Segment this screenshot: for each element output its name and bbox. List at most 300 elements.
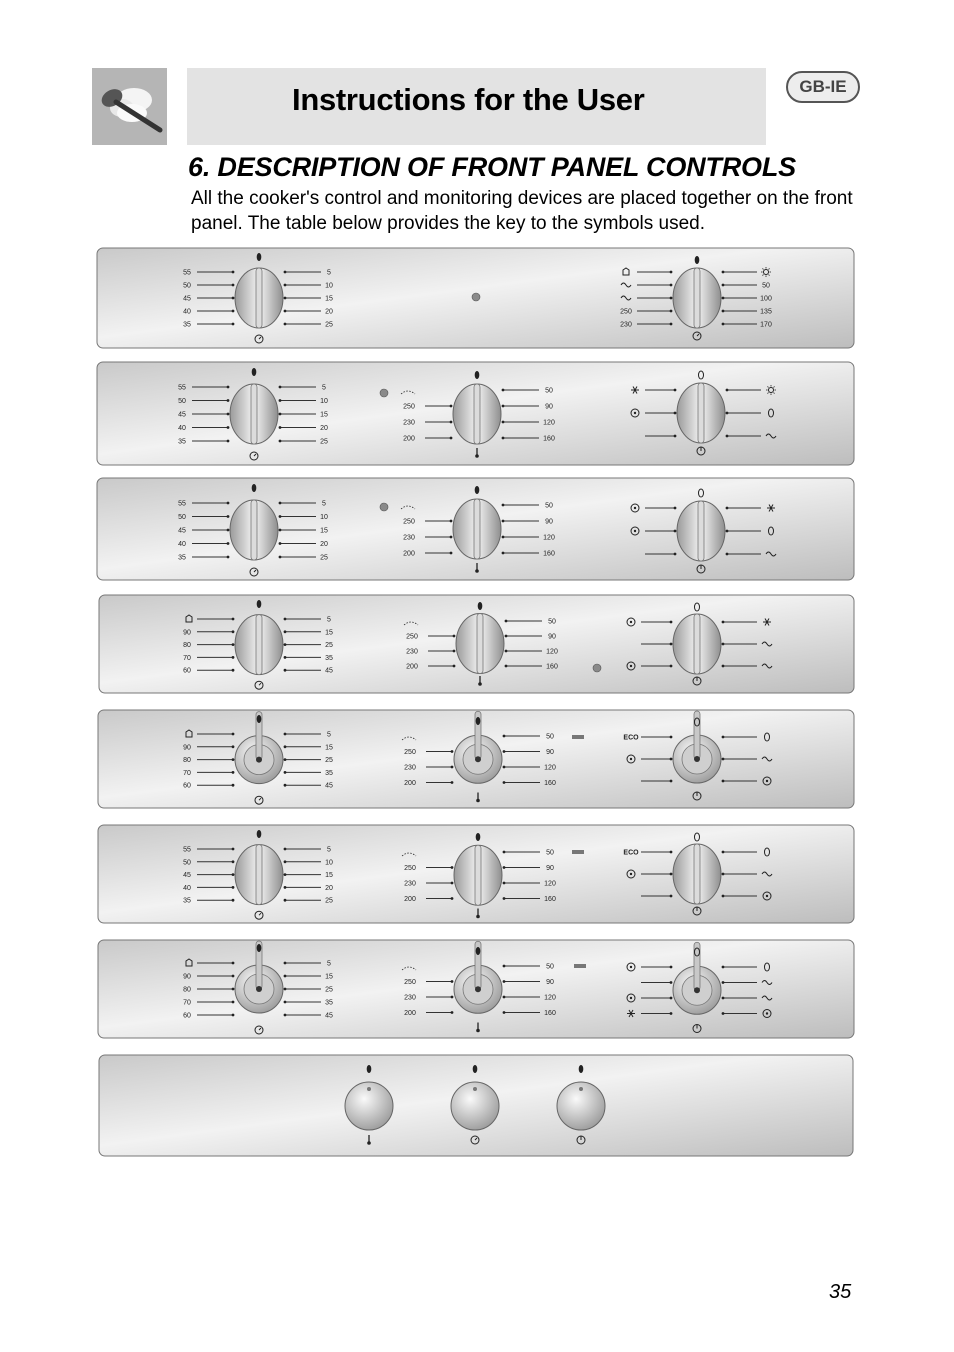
round-control-knob: [451, 1082, 499, 1130]
control-knob: [235, 845, 283, 905]
scale-label: 20: [325, 884, 333, 892]
scale-dot: [284, 873, 287, 876]
scale-label: 50: [178, 398, 186, 405]
flame-icon: [252, 484, 257, 492]
scale-label: 200: [404, 1010, 416, 1017]
scale-dot: [227, 413, 230, 416]
scale-label: 45: [325, 667, 333, 675]
scale-dot: [284, 1001, 287, 1004]
scale-dot: [722, 665, 725, 668]
scale-label: 55: [178, 384, 186, 392]
scale-dot: [503, 866, 506, 869]
scale-label: 25: [320, 438, 328, 446]
scale-label: 60: [183, 1012, 191, 1020]
scale-label: 5: [322, 500, 326, 508]
scale-label: 10: [325, 282, 333, 290]
scale-dot: [450, 437, 453, 440]
scale-dot: [232, 758, 235, 761]
scale-dot: [227, 502, 230, 505]
scale-label: 50: [546, 849, 554, 857]
scale-dot: [227, 542, 230, 545]
scale-label: 90: [546, 979, 554, 986]
scale-dot: [284, 899, 287, 902]
scale-dot: [284, 733, 287, 736]
scale-label: 50: [545, 502, 553, 510]
scale-label: 50: [545, 387, 553, 395]
scale-dot: [232, 1001, 235, 1004]
scale-label: 90: [183, 629, 191, 637]
scale-label: 40: [178, 425, 186, 432]
scale-label: 250: [403, 403, 415, 411]
scale-dot: [726, 530, 729, 533]
scale-label: 15: [320, 527, 328, 535]
panel-8: [99, 1055, 853, 1156]
scale-dot: [451, 1011, 454, 1014]
scale-dot: [279, 502, 282, 505]
scale-dot: [451, 781, 454, 784]
scale-dot: [722, 997, 725, 1000]
scale-dot: [722, 271, 725, 274]
scale-dot: [232, 323, 235, 326]
flame-icon: [257, 715, 262, 723]
scale-dot: [232, 656, 235, 659]
scale-label: 250: [406, 633, 418, 641]
scale-dot: [284, 975, 287, 978]
control-knob: [453, 499, 501, 559]
flame-icon: [478, 602, 483, 610]
scale-label: 20: [320, 425, 328, 432]
scale-dot: [726, 553, 729, 556]
scale-dot: [227, 556, 230, 559]
scale-dot: [284, 771, 287, 774]
scale-label: 200: [404, 780, 416, 787]
scale-label: 90: [183, 744, 191, 752]
scale-label: 120: [544, 880, 556, 888]
scale-dot: [284, 745, 287, 748]
scale-label: 35: [325, 999, 333, 1007]
scale-dot: [232, 1014, 235, 1017]
scale-dot: [284, 962, 287, 965]
scale-label: 230: [403, 419, 415, 427]
round-control-knob: [557, 1082, 605, 1130]
control-knob: [454, 845, 502, 905]
scale-dot: [502, 405, 505, 408]
scale-label: 135: [760, 308, 772, 316]
scale-dot: [503, 1011, 506, 1014]
scale-label: 200: [403, 435, 415, 443]
scale-dot: [450, 421, 453, 424]
scale-label: 35: [178, 554, 186, 562]
flame-icon: [695, 256, 700, 264]
control-knob: [673, 844, 721, 904]
scale-dot: [232, 975, 235, 978]
scale-label: 250: [404, 979, 416, 986]
scale-dot: [722, 780, 725, 783]
scale-dot: [232, 848, 235, 851]
scale-dot: [670, 851, 673, 854]
scale-dot: [279, 413, 282, 416]
flame-icon: [475, 486, 480, 494]
scale-dot: [232, 784, 235, 787]
scale-dot: [451, 897, 454, 900]
scale-label: 230: [404, 880, 416, 888]
scale-dot: [284, 323, 287, 326]
scale-dot: [674, 435, 677, 438]
scale-label: 160: [543, 550, 555, 558]
scale-label: 35: [325, 769, 333, 777]
scale-label: 80: [183, 986, 191, 994]
scale-label: 70: [183, 999, 191, 1007]
scale-dot: [279, 426, 282, 429]
scale-dot: [674, 389, 677, 392]
panel-6: [98, 825, 854, 923]
scale-label: 160: [546, 663, 558, 671]
scale-dot: [503, 781, 506, 784]
scale-dot: [232, 873, 235, 876]
scale-dot: [232, 297, 235, 300]
scale-label: 10: [320, 514, 328, 521]
scale-dot: [279, 529, 282, 532]
panel-3: [97, 478, 854, 580]
scale-dot: [227, 529, 230, 532]
scale-label: 15: [325, 629, 333, 637]
indicator-light: [593, 664, 601, 672]
scale-dot: [451, 996, 454, 999]
scale-dot: [722, 981, 725, 984]
scale-dot: [232, 630, 235, 633]
scale-dot: [232, 771, 235, 774]
scale-label: 80: [183, 757, 191, 765]
scale-dot: [279, 399, 282, 402]
scale-dot: [503, 897, 506, 900]
scale-label: 25: [320, 554, 328, 562]
scale-label: 160: [543, 435, 555, 443]
flame-icon: [473, 1065, 478, 1073]
scale-label: 25: [325, 986, 333, 994]
scale-dot: [722, 873, 725, 876]
indicator-light: [380, 503, 388, 511]
scale-label: 250: [404, 865, 416, 872]
scale-label: 5: [327, 960, 331, 968]
scale-label: 40: [178, 541, 186, 548]
panel-5: [98, 710, 854, 808]
scale-label: 15: [325, 973, 333, 981]
scale-label: 160: [544, 1010, 556, 1017]
panel-2: [97, 362, 854, 465]
scale-dot: [279, 386, 282, 389]
scale-label: 120: [544, 764, 556, 772]
scale-dot: [279, 440, 282, 443]
scale-label: 250: [403, 518, 415, 526]
control-knob: [677, 383, 725, 443]
scale-dot: [670, 997, 673, 1000]
scale-dot: [670, 310, 673, 313]
scale-dot: [670, 873, 673, 876]
scale-label: 90: [545, 403, 553, 411]
scale-dot: [284, 656, 287, 659]
scale-label: 45: [183, 295, 191, 303]
scale-label: ECO: [623, 734, 639, 742]
scale-label: 90: [183, 973, 191, 981]
scale-label: 200: [404, 896, 416, 903]
scale-dot: [505, 635, 508, 638]
scale-dot: [670, 284, 673, 287]
region-badge: GB-IE: [786, 71, 860, 103]
scale-dot: [674, 507, 677, 510]
scale-label: 50: [178, 514, 186, 521]
scale-dot: [284, 618, 287, 621]
scale-label: 120: [546, 648, 558, 656]
scale-label: 15: [325, 872, 333, 880]
scale-dot: [451, 980, 454, 983]
scale-label: 230: [404, 764, 416, 772]
scale-dot: [670, 895, 673, 898]
scale-dot: [502, 389, 505, 392]
scale-dot: [722, 310, 725, 313]
scale-label: 15: [325, 295, 333, 303]
scale-label: 10: [325, 859, 333, 867]
scale-label: 60: [183, 667, 191, 675]
control-knob: [673, 268, 721, 328]
scale-label: 90: [546, 865, 554, 872]
scale-label: 35: [178, 438, 186, 446]
panel-1: [97, 248, 854, 348]
scale-label: 250: [620, 308, 632, 316]
scale-dot: [227, 386, 230, 389]
scale-dot: [284, 988, 287, 991]
indicator-slot: [574, 964, 586, 968]
scale-dot: [503, 735, 506, 738]
scale-dot: [232, 284, 235, 287]
scale-dot: [453, 665, 456, 668]
indicator-slot: [572, 735, 584, 739]
scale-dot: [451, 882, 454, 885]
scale-dot: [284, 284, 287, 287]
scale-dot: [670, 758, 673, 761]
scale-dot: [232, 860, 235, 863]
scale-dot: [232, 271, 235, 274]
section-heading: 6. DESCRIPTION OF FRONT PANEL CONTROLS: [188, 152, 796, 182]
scale-label: 5: [327, 846, 331, 854]
scale-label: 5: [327, 731, 331, 739]
scale-dot: [722, 284, 725, 287]
scale-dot: [232, 310, 235, 313]
scale-dot: [502, 504, 505, 507]
scale-dot: [670, 780, 673, 783]
scale-dot: [674, 530, 677, 533]
flame-icon: [257, 600, 262, 608]
scale-dot: [227, 399, 230, 402]
scale-dot: [284, 643, 287, 646]
scale-label: 50: [548, 618, 556, 626]
scale-dot: [503, 965, 506, 968]
scale-dot: [232, 745, 235, 748]
scale-label: 230: [620, 321, 632, 329]
scale-label: 50: [762, 282, 770, 290]
scale-dot: [670, 1012, 673, 1015]
control-knob: [677, 501, 725, 561]
control-knob: [235, 268, 283, 328]
scale-dot: [722, 758, 725, 761]
scale-label: 120: [543, 419, 555, 427]
scale-label: 25: [325, 757, 333, 765]
scale-label: 70: [183, 654, 191, 662]
scale-dot: [284, 297, 287, 300]
scale-label: 35: [183, 321, 191, 329]
scale-label: 160: [544, 896, 556, 903]
scale-label: 90: [546, 749, 554, 756]
flame-icon: [257, 944, 262, 952]
scale-dot: [670, 323, 673, 326]
scale-label: 60: [183, 782, 191, 790]
scale-label: 45: [183, 872, 191, 880]
scale-label: 25: [325, 321, 333, 329]
scale-label: 230: [404, 994, 416, 1002]
scale-dot: [505, 620, 508, 623]
scale-dot: [726, 412, 729, 415]
scale-dot: [722, 643, 725, 646]
round-control-knob: [345, 1082, 393, 1130]
scale-dot: [232, 669, 235, 672]
flame-icon: [475, 371, 480, 379]
scale-dot: [674, 553, 677, 556]
scale-dot: [227, 515, 230, 518]
scale-dot: [722, 851, 725, 854]
scale-dot: [284, 271, 287, 274]
scale-dot: [503, 750, 506, 753]
scale-dot: [284, 669, 287, 672]
scale-dot: [232, 962, 235, 965]
scale-dot: [284, 784, 287, 787]
control-knob: [235, 615, 283, 675]
scale-dot: [232, 643, 235, 646]
scale-label: 10: [320, 398, 328, 405]
scale-dot: [451, 766, 454, 769]
scale-dot: [674, 412, 677, 415]
scale-dot: [450, 405, 453, 408]
scale-label: 35: [325, 654, 333, 662]
scale-label: 45: [325, 1012, 333, 1020]
scale-dot: [670, 736, 673, 739]
scale-dot: [503, 851, 506, 854]
flame-icon: [476, 947, 481, 955]
scale-dot: [670, 621, 673, 624]
scale-dot: [502, 536, 505, 539]
scale-label: 120: [543, 534, 555, 542]
scale-dot: [670, 665, 673, 668]
scale-dot: [232, 899, 235, 902]
scale-label: 250: [404, 749, 416, 756]
scale-dot: [502, 552, 505, 555]
scale-dot: [722, 966, 725, 969]
scale-dot: [726, 507, 729, 510]
flame-icon: [367, 1065, 372, 1073]
scale-dot: [670, 643, 673, 646]
panel-4: [99, 595, 854, 693]
flame-icon: [257, 253, 262, 261]
scale-dot: [502, 421, 505, 424]
scale-label: 80: [183, 642, 191, 650]
scale-dot: [503, 980, 506, 983]
scale-label: 50: [183, 859, 191, 867]
scale-label: 55: [178, 500, 186, 508]
intro-text: All the cooker's control and monitoring devices are placed together on the front panel. The table below provides the key to the symbols used.: [191, 188, 853, 234]
flame-icon: [476, 717, 481, 725]
scale-dot: [722, 297, 725, 300]
scale-label: 20: [320, 541, 328, 548]
flame-icon: [476, 833, 481, 841]
scale-label: 15: [325, 744, 333, 752]
scale-label: 55: [183, 269, 191, 277]
scale-label: 45: [178, 527, 186, 535]
scale-dot: [284, 1014, 287, 1017]
control-knob: [456, 614, 504, 674]
scale-label: 50: [546, 733, 554, 741]
scale-dot: [232, 886, 235, 889]
scale-label: 90: [545, 518, 553, 526]
scale-label: 100: [760, 295, 772, 303]
scale-label: 200: [403, 550, 415, 558]
scale-label: 5: [327, 616, 331, 624]
scale-dot: [451, 750, 454, 753]
scale-label: 35: [183, 897, 191, 905]
page-title: Instructions for the User: [292, 82, 645, 117]
scale-label: 20: [325, 308, 333, 316]
scale-dot: [232, 988, 235, 991]
indicator-slot: [572, 850, 584, 854]
indicator-light: [472, 293, 480, 301]
scale-label: 40: [183, 884, 191, 892]
scale-dot: [279, 515, 282, 518]
scale-dot: [227, 426, 230, 429]
scale-label: 5: [327, 269, 331, 277]
scale-dot: [670, 966, 673, 969]
scale-dot: [232, 618, 235, 621]
scale-label: 170: [760, 321, 772, 329]
scale-label: 25: [325, 897, 333, 905]
scale-dot: [670, 271, 673, 274]
scale-dot: [503, 882, 506, 885]
scale-dot: [284, 758, 287, 761]
scale-label: 50: [183, 282, 191, 290]
control-knob: [453, 384, 501, 444]
scale-label: 55: [183, 846, 191, 854]
scale-dot: [279, 542, 282, 545]
scale-dot: [502, 520, 505, 523]
scale-label: 5: [322, 384, 326, 392]
scale-dot: [453, 635, 456, 638]
scale-label: 160: [544, 780, 556, 787]
scale-dot: [670, 981, 673, 984]
scale-dot: [279, 556, 282, 559]
scale-dot: [722, 621, 725, 624]
flame-icon: [257, 830, 262, 838]
control-knob: [673, 614, 721, 674]
scale-dot: [451, 866, 454, 869]
scale-dot: [503, 766, 506, 769]
scale-label: 90: [548, 633, 556, 641]
flame-icon: [252, 368, 257, 376]
scale-dot: [726, 435, 729, 438]
scale-dot: [450, 536, 453, 539]
scale-dot: [722, 1012, 725, 1015]
scale-dot: [722, 323, 725, 326]
indicator-light: [380, 389, 388, 397]
scale-dot: [284, 886, 287, 889]
scale-label: 50: [546, 963, 554, 971]
scale-dot: [453, 650, 456, 653]
scale-dot: [284, 848, 287, 851]
